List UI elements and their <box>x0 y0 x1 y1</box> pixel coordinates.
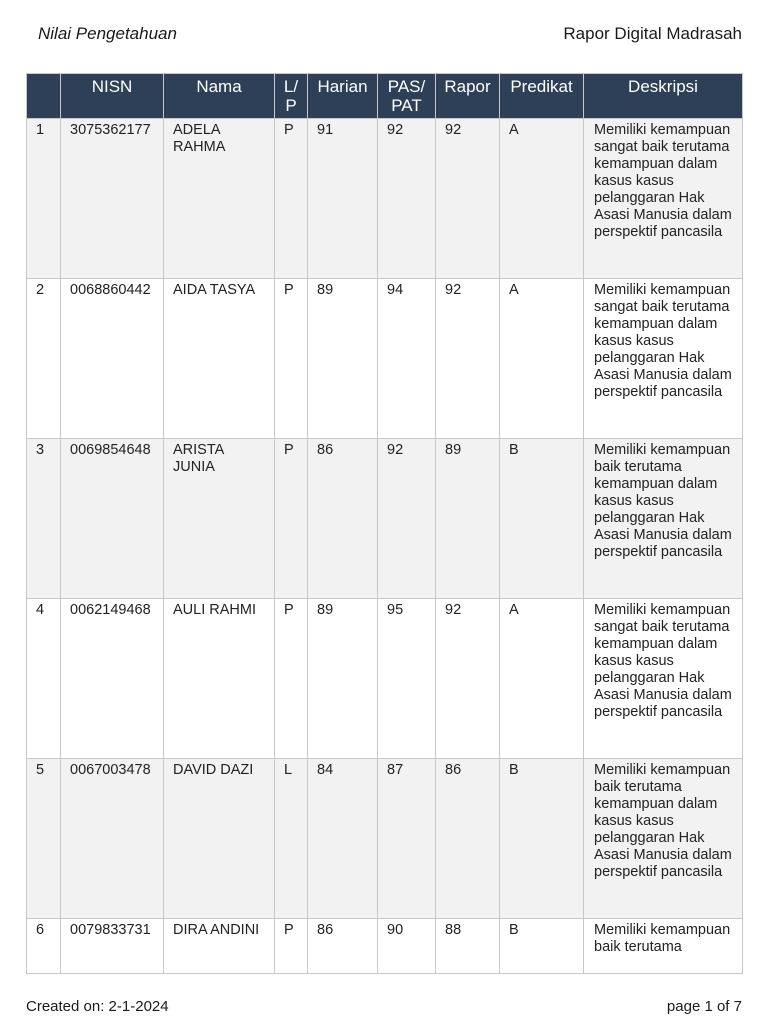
col-header-lp <box>275 74 308 119</box>
cell-nama: AULI RAHMI <box>164 599 275 759</box>
cell-harian: 89 <box>308 279 378 439</box>
cell-predikat: B <box>500 759 584 919</box>
cell-deskripsi: Memiliki kemampuan sangat baik terutama kemampuan dalam kasus kasus pelanggaran Hak Asasi Manusia dalam perspektif pancasila <box>584 119 743 279</box>
cell-nisn: 0069854648 <box>61 439 164 599</box>
cell-predikat: B <box>500 439 584 599</box>
cell-nama: ADELA RAHMA <box>164 119 275 279</box>
cell-lp: P <box>275 119 308 279</box>
col-header-predikat: Predikat <box>500 74 584 119</box>
col-header-deskripsi: Deskripsi <box>584 74 743 119</box>
cell-deskripsi: Memiliki kemampuan baik terutama kemampuan dalam kasus kasus pelanggaran Hak Asasi Manusia dalam perspektif pancasila <box>584 759 743 919</box>
cell-nisn: 0068860442 <box>61 279 164 439</box>
cell-pas-pat: 90 <box>378 919 436 974</box>
table-row <box>27 119 743 279</box>
col-header-lp-label: L/ P <box>283 77 299 115</box>
cell-no: 4 <box>27 599 61 759</box>
cell-no: 3 <box>27 439 61 599</box>
created-date: Created on: 2-1-2024 <box>26 998 169 1015</box>
cell-lp: P <box>275 279 308 439</box>
report-section-title: Nilai Pengetahuan <box>38 24 177 43</box>
cell-predikat: A <box>500 279 584 439</box>
cell-nisn: 0079833731 <box>61 919 164 974</box>
cell-lp: L <box>275 759 308 919</box>
cell-rapor: 92 <box>436 599 500 759</box>
cell-no: 2 <box>27 279 61 439</box>
cell-rapor: 92 <box>436 279 500 439</box>
cell-rapor: 86 <box>436 759 500 919</box>
cell-deskripsi: Memiliki kemampuan sangat baik terutama kemampuan dalam kasus kasus pelanggaran Hak Asasi Manusia dalam perspektif pancasila <box>584 279 743 439</box>
cell-deskripsi: Memiliki kemampuan sangat baik terutama kemampuan dalam kasus kasus pelanggaran Hak Asasi Manusia dalam perspektif pancasila <box>584 599 743 759</box>
cell-nama: ARISTA JUNIA <box>164 439 275 599</box>
table-header-row <box>27 74 743 119</box>
cell-deskripsi: Memiliki kemampuan baik terutama kemampuan dalam kasus kasus pelanggaran Hak Asasi Manusia dalam perspektif pancasila <box>584 439 743 599</box>
table-row <box>27 439 743 599</box>
cell-nama: AIDA TASYA <box>164 279 275 439</box>
cell-harian: 86 <box>308 439 378 599</box>
table-row <box>27 919 743 974</box>
cell-nama: DIRA ANDINI <box>164 919 275 974</box>
table-row <box>27 279 743 439</box>
table-row <box>27 759 743 919</box>
cell-rapor: 88 <box>436 919 500 974</box>
col-header-pas-pat <box>378 74 436 119</box>
cell-predikat: A <box>500 599 584 759</box>
cell-rapor: 89 <box>436 439 500 599</box>
cell-harian: 86 <box>308 919 378 974</box>
cell-nisn: 3075362177 <box>61 119 164 279</box>
report-app-title: Rapor Digital Madrasah <box>563 24 742 43</box>
cell-no: 6 <box>27 919 61 974</box>
cell-rapor: 92 <box>436 119 500 279</box>
page-indicator: page 1 of 7 <box>666 998 742 1015</box>
cell-lp: P <box>275 919 308 974</box>
col-header-harian: Harian <box>308 74 378 119</box>
cell-nama: DAVID DAZI <box>164 759 275 919</box>
cell-pas-pat: 94 <box>378 279 436 439</box>
cell-harian: 89 <box>308 599 378 759</box>
cell-harian: 84 <box>308 759 378 919</box>
cell-lp: P <box>275 439 308 599</box>
table-row <box>27 599 743 759</box>
cell-harian: 91 <box>308 119 378 279</box>
col-header-pas-pat-label: PAS/ PAT <box>387 77 426 115</box>
cell-deskripsi: Memiliki kemampuan baik terutama <box>584 919 743 974</box>
cell-predikat: B <box>500 919 584 974</box>
cell-nisn: 0067003478 <box>61 759 164 919</box>
col-header-nisn: NISN <box>61 74 164 119</box>
cell-pas-pat: 95 <box>378 599 436 759</box>
col-header-rapor: Rapor <box>436 74 500 119</box>
cell-nisn: 0062149468 <box>61 599 164 759</box>
cell-lp: P <box>275 599 308 759</box>
cell-pas-pat: 92 <box>378 119 436 279</box>
col-header-nama: Nama <box>164 74 275 119</box>
cell-pas-pat: 87 <box>378 759 436 919</box>
grades-table <box>26 73 743 974</box>
cell-predikat: A <box>500 119 584 279</box>
cell-no: 5 <box>27 759 61 919</box>
col-header-no <box>27 74 61 119</box>
cell-pas-pat: 92 <box>378 439 436 599</box>
cell-no: 1 <box>27 119 61 279</box>
